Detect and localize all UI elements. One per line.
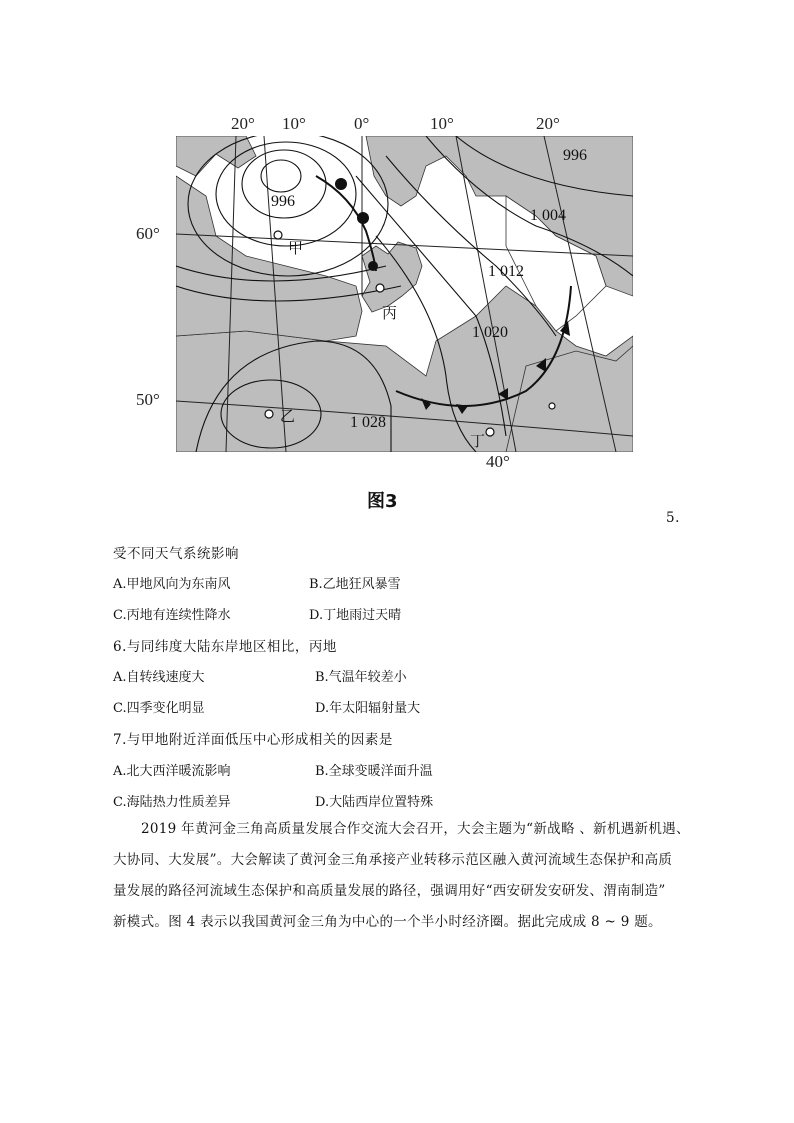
longitude-label-40e: 40° (486, 452, 510, 471)
q7-option-b: B.全球变暖洋面升温 (315, 764, 433, 779)
q6-option-d: D.年太阳辐射量大 (315, 701, 421, 716)
figure-caption: 图3 (367, 491, 398, 512)
place-marker-jia (274, 231, 282, 239)
q5-stem: 受不同天气系统影响 (113, 546, 239, 562)
q6-option-a: A.自转线速度大 (113, 670, 205, 685)
question-number-5: 5. (666, 510, 680, 526)
passage-line-4: 新模式。图 4 表示以我国黄河金三角为中心的一个半小时经济圈。据此完成成 8 ~ 9 题。 (113, 914, 662, 930)
isobar-label-1004: 1 004 (530, 207, 566, 224)
q5-option-a: A.甲地风向为东南风 (113, 577, 231, 592)
latitude-label-60n: 60° (136, 224, 160, 243)
place-marker-bing (376, 284, 384, 292)
longitude-label-0: 0° (354, 114, 370, 133)
q5-option-c: C.丙地有连续性降水 (113, 608, 231, 623)
place-marker-yi (265, 410, 273, 418)
q5-option-d: D.丁地雨过天晴 (309, 608, 402, 623)
place-label-yi: 乙 (280, 407, 296, 425)
place-marker-extra (549, 403, 555, 409)
q6-option-b: B.气温年较差小 (315, 670, 407, 685)
q7-stem: 7.与甲地附近洋面低压中心形成相关的因素是 (113, 732, 393, 748)
isobar-label-1028: 1 028 (350, 414, 386, 431)
longitude-label-20w: 20° (231, 114, 255, 133)
passage-line-2: 大协同、大发展”。大会解读了黄河金三角承接产业转移示范区融入黄河流域生态保护和高质 (113, 852, 673, 868)
place-label-bing: 丙 (382, 304, 398, 322)
q6-option-c: C.四季变化明显 (113, 701, 205, 716)
passage-line-1: 2019 年黄河金三角高质量发展合作交流大会召开，大会主题为“新战略 、新机遇新机遇、 (141, 821, 690, 837)
q7-option-c: C.海陆热力性质差异 (113, 795, 231, 810)
longitude-label-20e: 20° (536, 114, 560, 133)
q7-option-a: A.北大西洋暖流影响 (113, 764, 231, 779)
latitude-label-50n: 50° (136, 390, 160, 409)
q6-stem: 6.与同纬度大陆东岸地区相比，丙地 (113, 639, 337, 655)
isobar-label-1012: 1 012 (488, 263, 524, 280)
q7-option-d: D.大陆西岸位置特殊 (315, 795, 434, 810)
longitude-label-10e: 10° (430, 114, 454, 133)
isobar-map (176, 136, 633, 452)
isobar-label-996-west: 996 (271, 193, 295, 210)
isobar-label-996-east: 996 (563, 147, 587, 164)
isobar-label-1020: 1 020 (472, 324, 508, 341)
place-label-ding: 丁 (470, 432, 486, 450)
longitude-label-10w: 10° (282, 114, 306, 133)
passage-line-3: 量发展的路径河流域生态保护和高质量发展的路径，强调用好“西安研发安研发、渭南制造” (113, 883, 666, 899)
q5-option-b: B.乙地狂风暴雪 (309, 577, 401, 592)
place-marker-ding (486, 428, 494, 436)
place-label-jia: 甲 (288, 239, 304, 257)
